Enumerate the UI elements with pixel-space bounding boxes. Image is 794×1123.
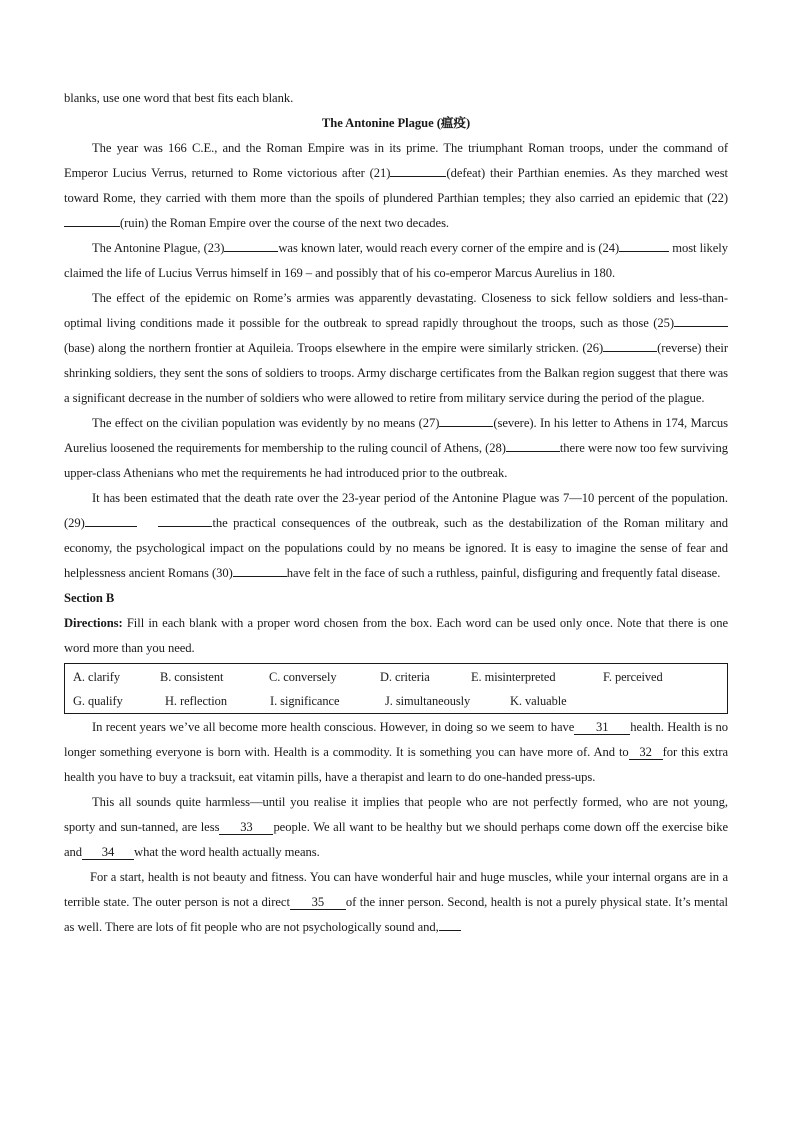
word-option: I. significance xyxy=(270,694,340,708)
blank-21[interactable] xyxy=(390,162,446,177)
blank-31[interactable]: 31 xyxy=(574,720,630,735)
word-option: F. perceived xyxy=(603,670,663,684)
blank-34[interactable]: 34 xyxy=(82,845,134,860)
blank-22[interactable] xyxy=(64,212,120,227)
blank-27[interactable] xyxy=(439,412,493,427)
sectionA-paragraph-5: It has been estimated that the death rate over the 23-year period of the Antonine Plague was 7—10 percent of the population. (29) the practical consequences of the outbreak, such as the destabilization of the Roman military and economy, the psychological impact on the populations could by no means be ignored. It is easy to imagine the sense of fear and helplessness ancient Romans (30) have felt in the face of such a ruthless, painful, disfiguring and frequently fatal disease. xyxy=(64,491,728,580)
word-option: G. qualify xyxy=(73,694,123,708)
word-option: J. simultaneously xyxy=(385,694,471,708)
word-option: A. clarify xyxy=(73,670,120,684)
word-option: H. reflection xyxy=(165,694,227,708)
blank-29b[interactable] xyxy=(158,512,212,527)
blank-29a[interactable] xyxy=(85,512,137,527)
intro-line: blanks, use one word that best fits each blank. xyxy=(64,91,294,105)
word-option: K. valuable xyxy=(510,694,567,708)
sectionB-heading: Section B xyxy=(64,591,115,605)
blank-24[interactable] xyxy=(619,237,669,252)
word-option: D. criteria xyxy=(380,670,430,684)
blank-32[interactable]: 32 xyxy=(629,745,663,760)
sectionA-paragraph-2: The Antonine Plague, (23) was known later, would reach every corner of the empire and is (24) most likely claimed the life of Lucius Verrus himself in 169 – and possibly that of his co-emperor Marcus Aurelius in 180. xyxy=(64,236,728,286)
sectionB-paragraph-3: For a start, health is not beauty and fitness. You can have wonderful hair and huge muscles, while your internal organs are in a terrible state. The outer person is not a direct 35 of the inner person. Second, health is not a purely physical state. It’s mental as well. There are lots of fit people who are not psychologically sound and, xyxy=(64,870,728,934)
blank-33[interactable]: 33 xyxy=(219,820,273,835)
sectionB-paragraph-1: In recent years we’ve all become more health conscious. However, in doing so we seem to have 31 health. Health is no longer something everyone is born with. Health is a commodity. It is something you can have more of. And to 32 for this extra health you have to buy a tracksuit, eat vitamin pills, have a therapist and learn to do one-handed press-ups. xyxy=(64,720,728,784)
sectionA-paragraph-1: The year was 166 C.E., and the Roman Empire was in its prime. The triumphant Roman troops, under the command of Emperor Lucius Verrus, returned to Rome victorious after (21) (defeat) their Parthian enemies. As they marched west toward Rome, they carried with them more than the spoils of plundered Parthian temples; they also carried an epidemic that (22)(ruin) the Roman Empire over the course of the next two decades. xyxy=(64,141,728,230)
word-box xyxy=(64,663,728,714)
sectionA-paragraph-4: The effect on the civilian population was evidently by no means (27) (severe). In his letter to Athens in 174, Marcus Aurelius loosened the requirements for membership to the ruling council of Athens, (28) there were now too few surviving upper-class Athenians who met the requirements he had introduced prior to the outbreak. xyxy=(64,411,728,486)
word-option: B. consistent xyxy=(160,670,224,684)
sectionB-directions: Directions: Fill in each blank with a proper word chosen from the box. Each word can be used only once. Note that there is one word more than you need. xyxy=(64,616,728,655)
passage-title: The Antonine Plague (瘟疫) xyxy=(321,116,471,130)
blank-28[interactable] xyxy=(506,437,560,452)
word-box-row-1 xyxy=(73,665,727,689)
worksheet-page xyxy=(64,86,728,940)
sectionA-paragraph-3: The effect of the epidemic on Rome’s armies was apparently devastating. Closeness to sick fellow soldiers and less-than-optimal living conditions made it possible for the outbreak to spread rapidly throughout the troops, such as those (25)(base) along the northern frontier at Aquileia. Troops elsewhere in the empire were similarly stricken. (26) (reverse) their shrinking soldiers, they sent the sons of soldiers to troops. Army discharge certificates from the Balkan region suggest that there was a significant decrease in the number of soldiers who were allowed to retire from military service during the period of the plague. xyxy=(64,291,728,405)
word-option: E. misinterpreted xyxy=(471,670,556,684)
blank-25[interactable] xyxy=(674,312,728,327)
word-option: C. conversely xyxy=(269,670,337,684)
blank-30[interactable] xyxy=(233,562,287,577)
word-box-row-2 xyxy=(73,689,727,713)
blank-36[interactable] xyxy=(439,916,461,931)
blank-35[interactable]: 35 xyxy=(290,895,346,910)
sectionB-paragraph-2: This all sounds quite harmless—until you realise it implies that people who are not perfectly formed, who are not young, sporty and sun-tanned, are less 33 people. We all want to be healthy but we should perhaps come down off the exercise bike and 34 what the word health actually means. xyxy=(64,795,728,859)
blank-26[interactable] xyxy=(603,337,657,352)
blank-23[interactable] xyxy=(224,237,278,252)
